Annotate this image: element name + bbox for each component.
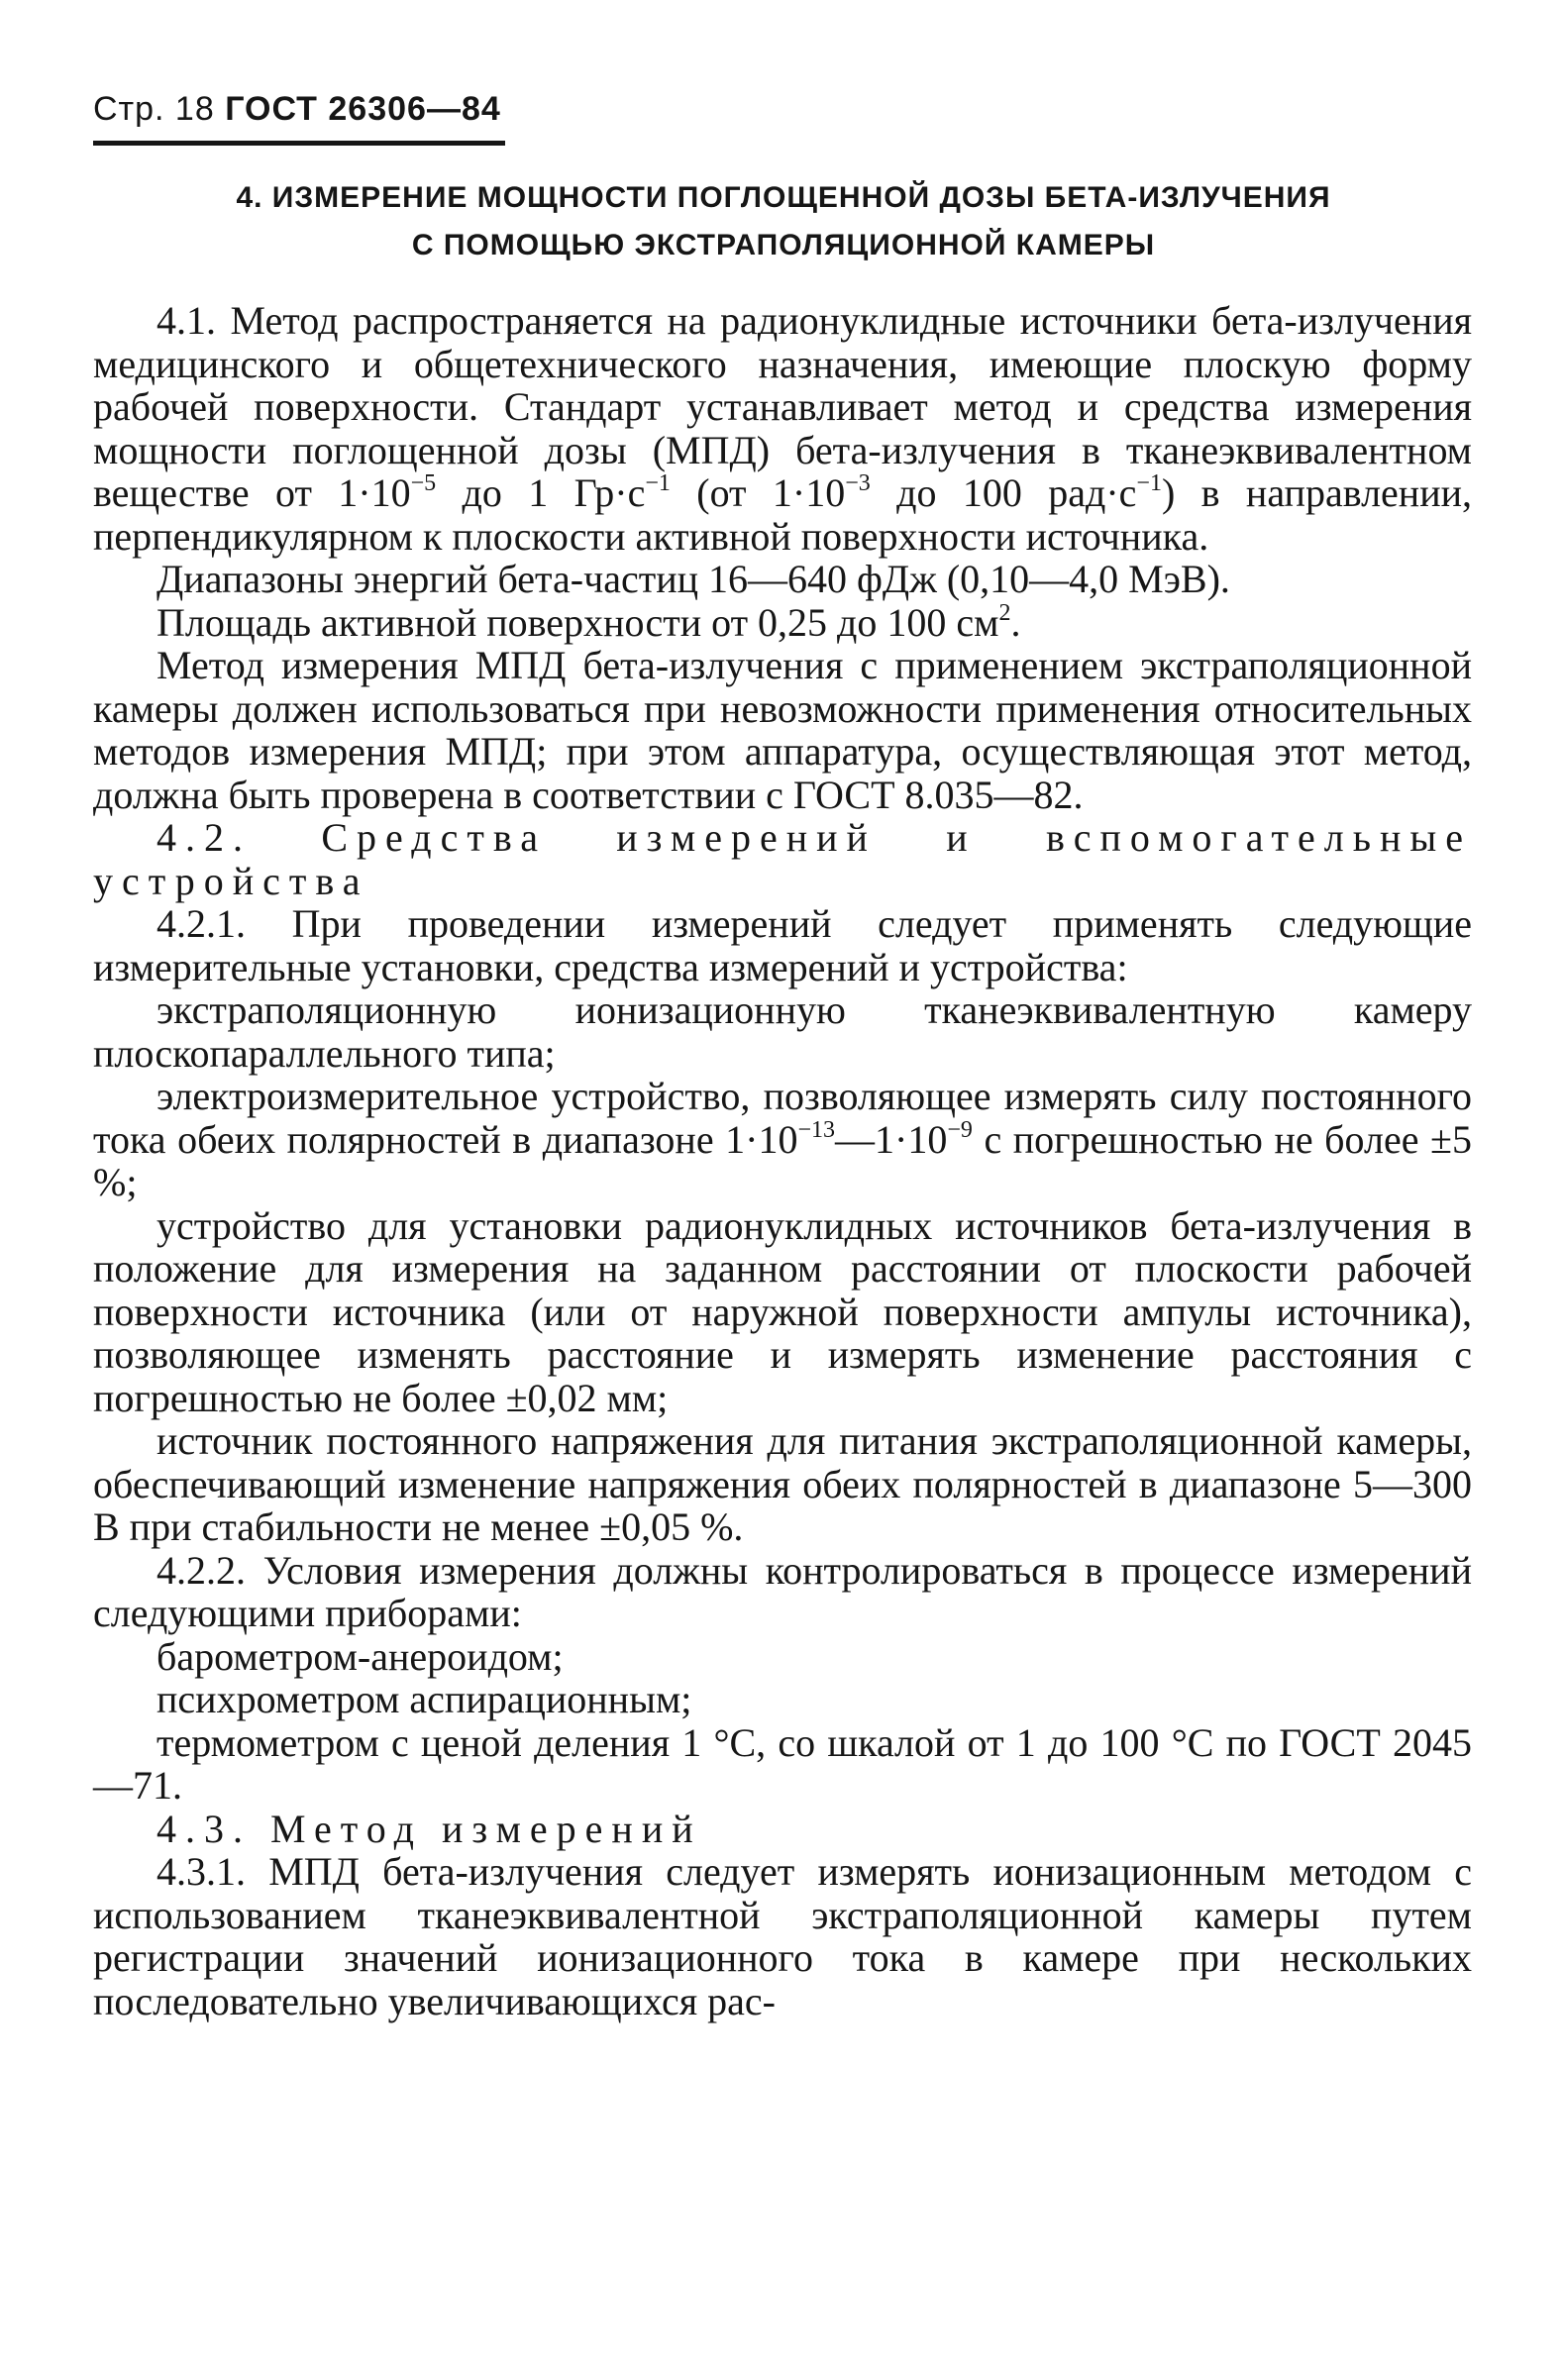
subsection-heading-4-3: 4.3. Метод измерений bbox=[156, 1806, 702, 1851]
paragraph-text: до 100 рад·с bbox=[870, 470, 1137, 515]
paragraph-energy-range: Диапазоны энергий бета-частиц 16—640 фДж (0,10—4,0 МэВ). bbox=[156, 557, 1230, 601]
paragraph-method: Метод измерения МПД бета-излучения с применением экстраполяционной камеры должен использоваться при невозможности применения относительных методов измерения МПД; при этом аппаратура, осуществляющая этот метод, должна быть проверена в соответствии с ГОСТ 8.035—82. bbox=[93, 643, 1472, 817]
list-item-thermometer: термометром с ценой деления 1 °С, со шкалой от 1 до 100 °С по ГОСТ 2045—71. bbox=[93, 1719, 1472, 1808]
paragraph-text: (от 1·10 bbox=[670, 470, 846, 515]
superscript: −5 bbox=[410, 470, 437, 496]
superscript: −9 bbox=[947, 1116, 973, 1143]
superscript: 2 bbox=[998, 599, 1011, 626]
paragraph-surface-area bbox=[93, 601, 1472, 645]
paragraph-text: с погрешностью не более ±5 %; bbox=[93, 1116, 1472, 1204]
superscript: −1 bbox=[1136, 470, 1162, 496]
list-item-barometer: барометром-анероидом; bbox=[156, 1633, 564, 1679]
superscript: −13 bbox=[797, 1116, 835, 1143]
list-item-electrometer bbox=[93, 1075, 1472, 1204]
paragraph-text: —1·10 bbox=[835, 1116, 948, 1162]
paragraph-text: до 1 Гр·с bbox=[436, 470, 646, 515]
paragraph-4-2-2: 4.2.2. Условия измерения должны контролироваться в процессе измерений следующими приборами: bbox=[93, 1547, 1472, 1635]
section-title-line-1: 4. ИЗМЕРЕНИЕ МОЩНОСТИ ПОГЛОЩЕННОЙ ДОЗЫ БЕТА-ИЗЛУЧЕНИЯ bbox=[236, 181, 1331, 214]
list-item-voltage-source: источник постоянного напряжения для питания экстраполяционной камеры, обеспечивающий изменение напряжения обеих полярностей в диапазоне 5—300 В при стабильности не менее ±0,05 %. bbox=[93, 1418, 1472, 1549]
paragraph-text: Площадь активной поверхности от 0,25 до 100 см bbox=[156, 599, 999, 645]
list-item-source-positioning-device: устройство для установки радионуклидных источников бета-излучения в положение для измерения на заданном расстоянии от плоскости рабочей поверхности источника (или от наружной поверхности ампулы источника), позволяющее изменять расстояние и измерять изменение расстояния с погрешностью не более ±0,02 мм; bbox=[93, 1202, 1472, 1420]
superscript: −1 bbox=[645, 470, 671, 496]
page-number-label: Стр. 18 bbox=[93, 90, 215, 128]
paragraph-text: 4.1. Метод распространяется на радионуклидные источники бета-излучения медицинского и общетехнического назначения, имеющие плоскую форму рабочей поверхности. Стандарт устанавливает метод и средства измерения мощности поглощенной дозы (МПД) бета-излучения в тканеэквивалентном веществе от 1·10 bbox=[93, 298, 1472, 515]
paragraph-text: ) в направлении, перпендикулярном к плоскости активной поверхности источника. bbox=[93, 470, 1473, 559]
section-title-line-2: С ПОМОЩЬЮ ЭКСТРАПОЛЯЦИОННОЙ КАМЕРЫ bbox=[411, 229, 1156, 261]
paragraph-4-3-1: 4.3.1. МПД бета-излучения следует измерять ионизационным методом с использованием тканеэквивалентной экстраполяционной камеры путем регистрации значений ионизационного тока в камере при нескольких последовательно увеличивающихся рас- bbox=[93, 1849, 1472, 2023]
subsection-heading-4-2: 4.2. Средства измерений и вспомогательные устройства bbox=[93, 815, 1472, 903]
page-header bbox=[93, 89, 501, 129]
paragraph-text: электроизмерительное устройство, позволяющее измерять силу постоянного тока обеих полярностей в диапазоне 1·10 bbox=[93, 1074, 1472, 1162]
standard-code: ГОСТ 26306—84 bbox=[225, 90, 501, 128]
paragraph-4-1 bbox=[93, 299, 1472, 558]
superscript: −3 bbox=[845, 470, 871, 496]
section-title bbox=[93, 174, 1474, 269]
header-rule bbox=[93, 141, 505, 146]
paragraph-4-2-1: 4.2.1. При проведении измерений следует применять следующие измерительные установки, средства измерений и устройства: bbox=[93, 901, 1472, 989]
list-item-psychrometer: психрометром аспирационным; bbox=[156, 1677, 692, 1721]
paragraph-text: . bbox=[1010, 599, 1021, 645]
list-item-extrapolation-chamber: экстраполяционную ионизационную тканеэквивалентную камеру плоскопараллельного типа; bbox=[93, 987, 1472, 1076]
document-body bbox=[93, 299, 1472, 2022]
